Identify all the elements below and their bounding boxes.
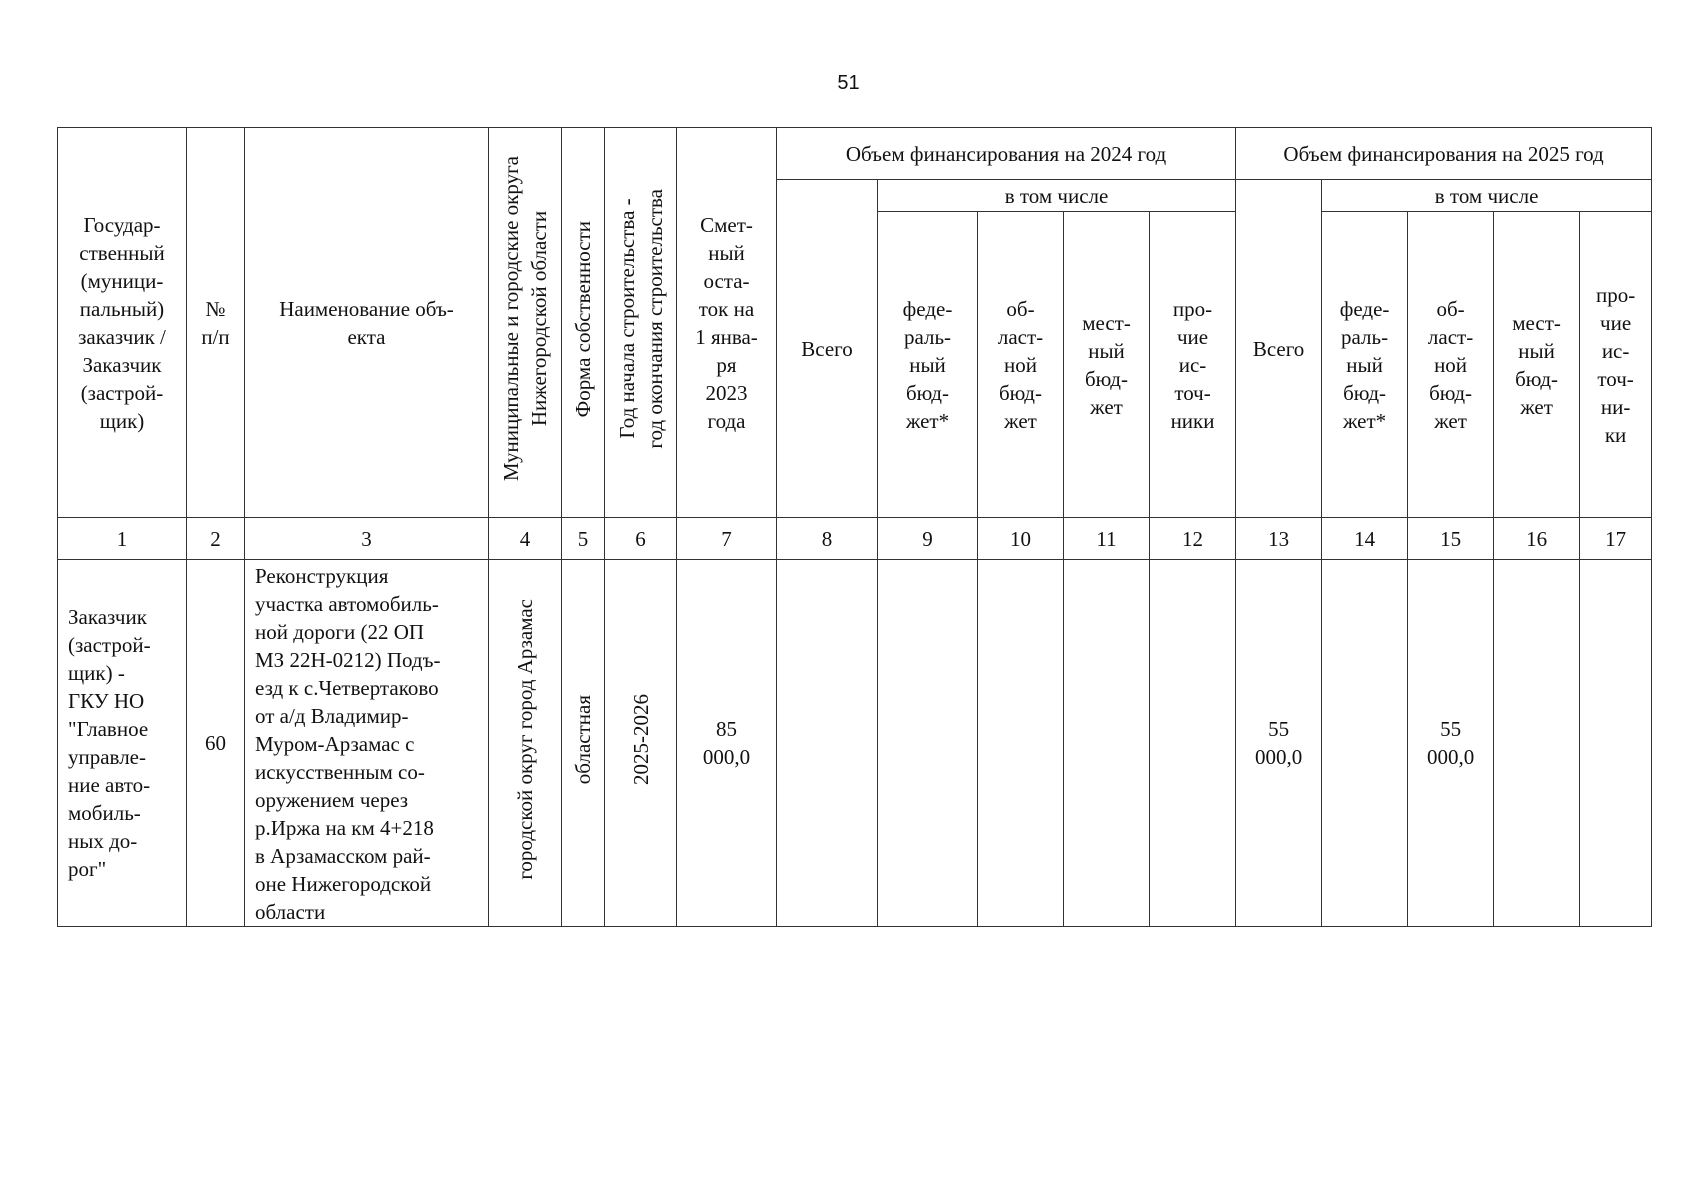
column-number: 7 [677, 518, 777, 560]
header-construction-years: Год начала строительства - год окончания строительства [605, 128, 677, 518]
header-regional-2025: об- ласт- ной бюд- жет [1408, 212, 1494, 518]
column-number: 14 [1322, 518, 1408, 560]
column-number: 6 [605, 518, 677, 560]
cell-object-name: Реконструкция участка автомобиль- ной дороги (22 ОП МЗ 22Н-0212) Подъ- езд к с.Четвертаково от а/д Владимир- Муром-Арзамас с искусственным со- оружением через р.Иржа на км 4+218 в Арзамасском рай- оне Нижегородской области [245, 560, 489, 927]
header-federal-2025: феде- раль- ный бюд- жет* [1322, 212, 1408, 518]
table-row [58, 560, 1652, 927]
cell-other-2024 [1150, 560, 1236, 927]
header-district: Муниципальные и городские округа Нижегородской области [489, 128, 562, 518]
cell-estimate-balance: 85 000,0 [677, 560, 777, 927]
cell-local-2025 [1494, 560, 1580, 927]
column-number: 11 [1064, 518, 1150, 560]
cell-federal-2024 [878, 560, 978, 927]
column-number: 3 [245, 518, 489, 560]
column-number-row [58, 518, 1652, 560]
cell-total-2024 [777, 560, 878, 927]
column-number: 2 [187, 518, 245, 560]
cell-number: 60 [187, 560, 245, 927]
header-total-2025: Всего [1236, 180, 1322, 518]
capital-investment-table [57, 127, 1652, 927]
cell-regional-2025: 55 000,0 [1408, 560, 1494, 927]
column-number: 4 [489, 518, 562, 560]
header-total-2024: Всего [777, 180, 878, 518]
header-local-2025: мест- ный бюд- жет [1494, 212, 1580, 518]
column-number: 13 [1236, 518, 1322, 560]
header-number: № п/п [187, 128, 245, 518]
header-including-2025: в том числе [1322, 180, 1652, 212]
column-number: 15 [1408, 518, 1494, 560]
header-customer: Государ- ственный (муници- пальный) заказчик / Заказчик (застрой- щик) [58, 128, 187, 518]
header-federal-2024: феде- раль- ный бюд- жет* [878, 212, 978, 518]
header-regional-2024: об- ласт- ной бюд- жет [978, 212, 1064, 518]
cell-district: городской округ город Арзамас [489, 560, 562, 927]
header-row-1 [58, 128, 1652, 180]
header-other-2025: про- чие ис- точ- ни- ки [1580, 212, 1652, 518]
column-number: 1 [58, 518, 187, 560]
column-number: 10 [978, 518, 1064, 560]
column-number: 9 [878, 518, 978, 560]
cell-construction-years: 2025-2026 [605, 560, 677, 927]
header-ownership: Форма собственности [562, 128, 605, 518]
cell-total-2025: 55 000,0 [1236, 560, 1322, 927]
cell-regional-2024 [978, 560, 1064, 927]
column-number: 12 [1150, 518, 1236, 560]
cell-ownership: областная [562, 560, 605, 927]
header-estimate-balance: Смет- ный оста- ток на 1 янва- ря 2023 года [677, 128, 777, 518]
column-number: 17 [1580, 518, 1652, 560]
cell-local-2024 [1064, 560, 1150, 927]
header-local-2024: мест- ный бюд- жет [1064, 212, 1150, 518]
column-number: 16 [1494, 518, 1580, 560]
header-object-name: Наименование объ- екта [245, 128, 489, 518]
header-including-2024: в том числе [878, 180, 1236, 212]
cell-customer: Заказчик (застрой- щик) - ГКУ НО "Главное управле- ние авто- мобиль- ных до- рог" [58, 560, 187, 927]
column-number: 5 [562, 518, 605, 560]
cell-other-2025 [1580, 560, 1652, 927]
page-number: 51 [837, 72, 860, 94]
cell-federal-2025 [1322, 560, 1408, 927]
column-number: 8 [777, 518, 878, 560]
header-financing-2024: Объем финансирования на 2024 год [777, 128, 1236, 180]
header-other-2024: про- чие ис- точ- ники [1150, 212, 1236, 518]
header-financing-2025: Объем финансирования на 2025 год [1236, 128, 1652, 180]
